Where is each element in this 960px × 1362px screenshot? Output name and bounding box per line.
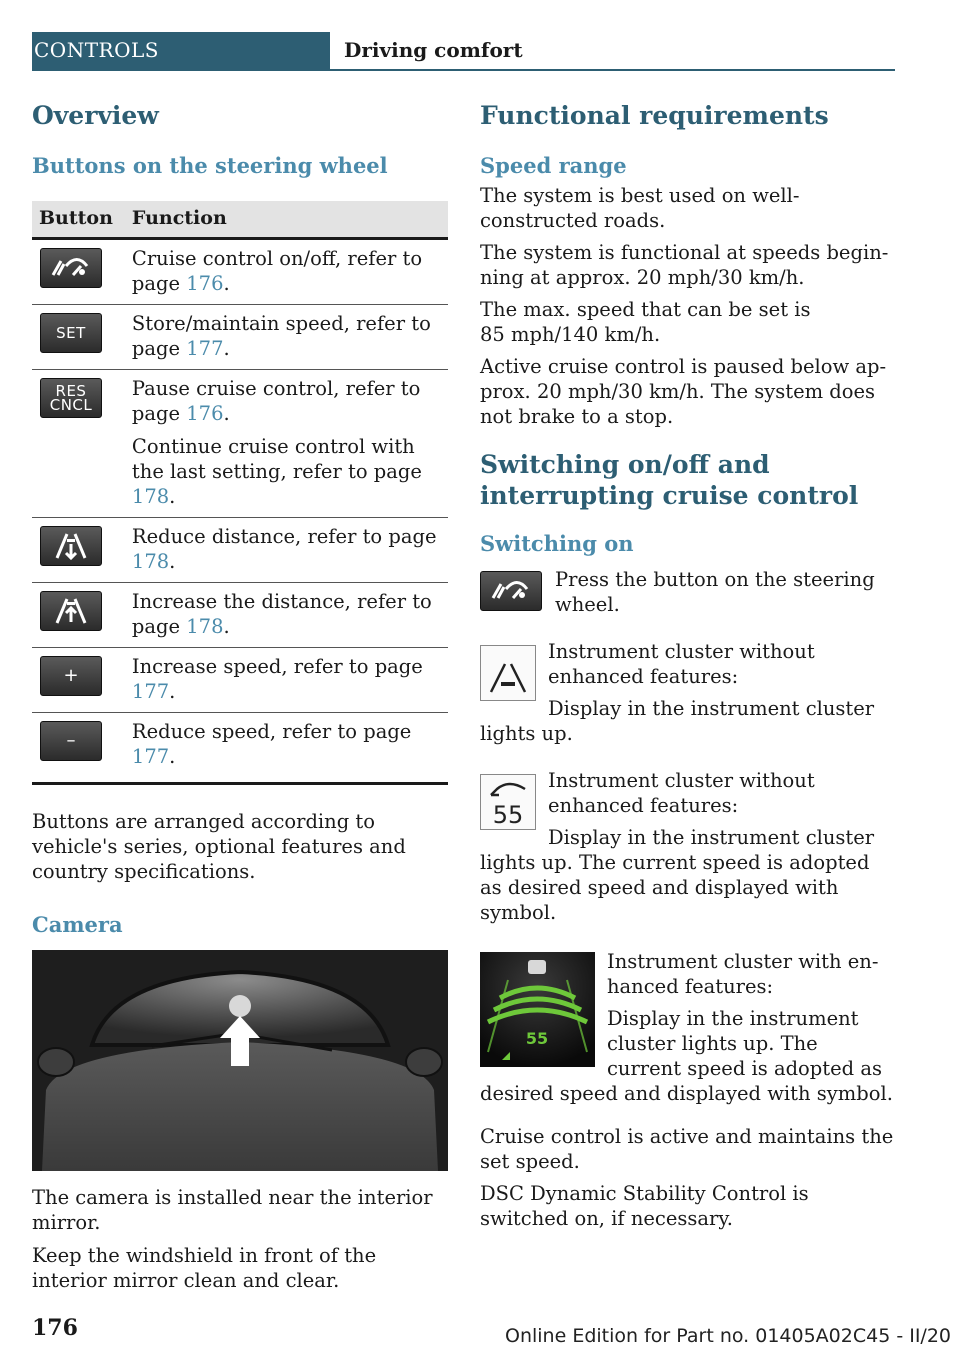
- table-row: Increase the distance, refer to page 178.: [32, 582, 448, 647]
- speed-text-3: The max. speed that can be set is 85 mph/140 km/h.: [480, 298, 811, 346]
- col-button-header: Button: [32, 201, 113, 238]
- camera-heading: Camera: [32, 911, 123, 937]
- left-column: [32, 100, 448, 1293]
- camera-image: [32, 950, 448, 1171]
- camera-text-1: The camera is installed near the interior mirror.: [32, 1185, 433, 1234]
- page-link[interactable]: 177: [131, 679, 170, 703]
- header-rule: [330, 69, 895, 71]
- speed-55-icon: [480, 774, 536, 830]
- enhanced-cluster-image: [480, 952, 595, 1067]
- section-label: CONTROLS: [32, 32, 330, 71]
- reduce-distance-icon: [40, 526, 102, 566]
- page-number: 176: [32, 1315, 78, 1341]
- page-link[interactable]: 178: [186, 614, 224, 638]
- cluster-1-text-1: Instrument cluster without enhanced features:: [548, 640, 815, 688]
- right-column: [480, 100, 896, 1231]
- cruise-control-icon: [480, 571, 542, 611]
- speed-range-heading: Speed range: [480, 153, 627, 178]
- table-row: + Increase speed, refer to page 177.: [32, 647, 448, 712]
- cruise-control-icon: [40, 248, 102, 288]
- buttons-heading: Buttons on the steering wheel: [32, 153, 388, 178]
- res-cncl-button-icon: RES CNCL: [40, 378, 102, 418]
- speed-text-1: The system is best used on well-constructed roads.: [480, 184, 800, 232]
- cluster-block-3: [480, 949, 896, 1106]
- switch-on-text: Press the button on the steering wheel.: [555, 568, 875, 616]
- speed-text-4: Active cruise control is paused below approx. 20 mph/30 km/h. The system does not brake to a stop.: [480, 355, 887, 428]
- switch-on-block: [480, 567, 896, 617]
- camera-text-2: Keep the windshield in front of the interior mirror clean and clear.: [32, 1243, 377, 1292]
- page-link[interactable]: 177: [131, 744, 170, 768]
- cluster-block-1: [480, 639, 896, 746]
- page-link[interactable]: 176: [186, 271, 224, 295]
- cluster-block-2: [480, 768, 896, 925]
- overview-heading: Overview: [32, 101, 159, 130]
- table-row: SET Store/maintain speed, refer to page 177.: [32, 304, 448, 369]
- page-link[interactable]: 176: [186, 401, 224, 425]
- cluster-3-text-2: Display in the instrument cluster lights up. The current speed is adopted as desired speed and displayed with symbol.: [480, 1007, 893, 1105]
- page-link[interactable]: 178: [131, 549, 170, 573]
- svg-text:55: 55: [525, 1029, 549, 1048]
- set-button-icon: SET: [40, 313, 102, 353]
- increase-distance-icon: [40, 591, 102, 631]
- cluster-1-text-2: Display in the instrument cluster lights up.: [480, 697, 875, 745]
- switching-heading: Switching on/off and interrupting cruise control: [480, 450, 859, 510]
- edition-label: Online Edition for Part no. 01405A02C45 - II/20: [505, 1325, 952, 1347]
- minus-icon: –: [40, 721, 102, 761]
- topic-label: Driving comfort: [344, 38, 523, 62]
- table-row: – Reduce speed, refer to page 177.: [32, 712, 448, 783]
- svg-text:55: 55: [492, 801, 524, 829]
- buttons-note: Buttons are arranged according to vehicle's series, optional features and country specifications.: [32, 809, 406, 883]
- road-lane-icon: [480, 645, 536, 701]
- cluster-2-text-1: Instrument cluster without enhanced features:: [548, 769, 815, 817]
- table-row: Cruise control on/off, refer to page 176.: [32, 238, 448, 304]
- table-row: Reduce distance, refer to page 178.: [32, 517, 448, 582]
- cluster-3-text-1: Instrument cluster with enhanced features:: [607, 950, 879, 998]
- cluster-2-text-2: Display in the instrument cluster lights up. The current speed is adopted as desired speed and displayed with symbol.: [480, 826, 875, 924]
- page-link[interactable]: 178: [131, 484, 170, 508]
- buttons-table: [32, 201, 448, 785]
- table-row: RES CNCL Pause cruise control, refer to page 176. Continue cruise control with the last setting, refer to page 178.: [32, 369, 448, 517]
- switching-on-heading: Switching on: [480, 531, 634, 556]
- func-req-heading: Functional requirements: [480, 101, 829, 130]
- active-text: Cruise control is active and maintains the set speed.: [480, 1125, 894, 1173]
- speed-text-2: The system is functional at speeds beginning at approx. 20 mph/30 km/h.: [480, 241, 889, 289]
- dsc-text: DSC Dynamic Stability Control is switched on, if necessary.: [480, 1182, 809, 1230]
- page-link[interactable]: 177: [186, 336, 224, 360]
- page-header: [32, 32, 895, 72]
- plus-icon: +: [40, 656, 102, 696]
- col-function-header: Function: [113, 201, 448, 238]
